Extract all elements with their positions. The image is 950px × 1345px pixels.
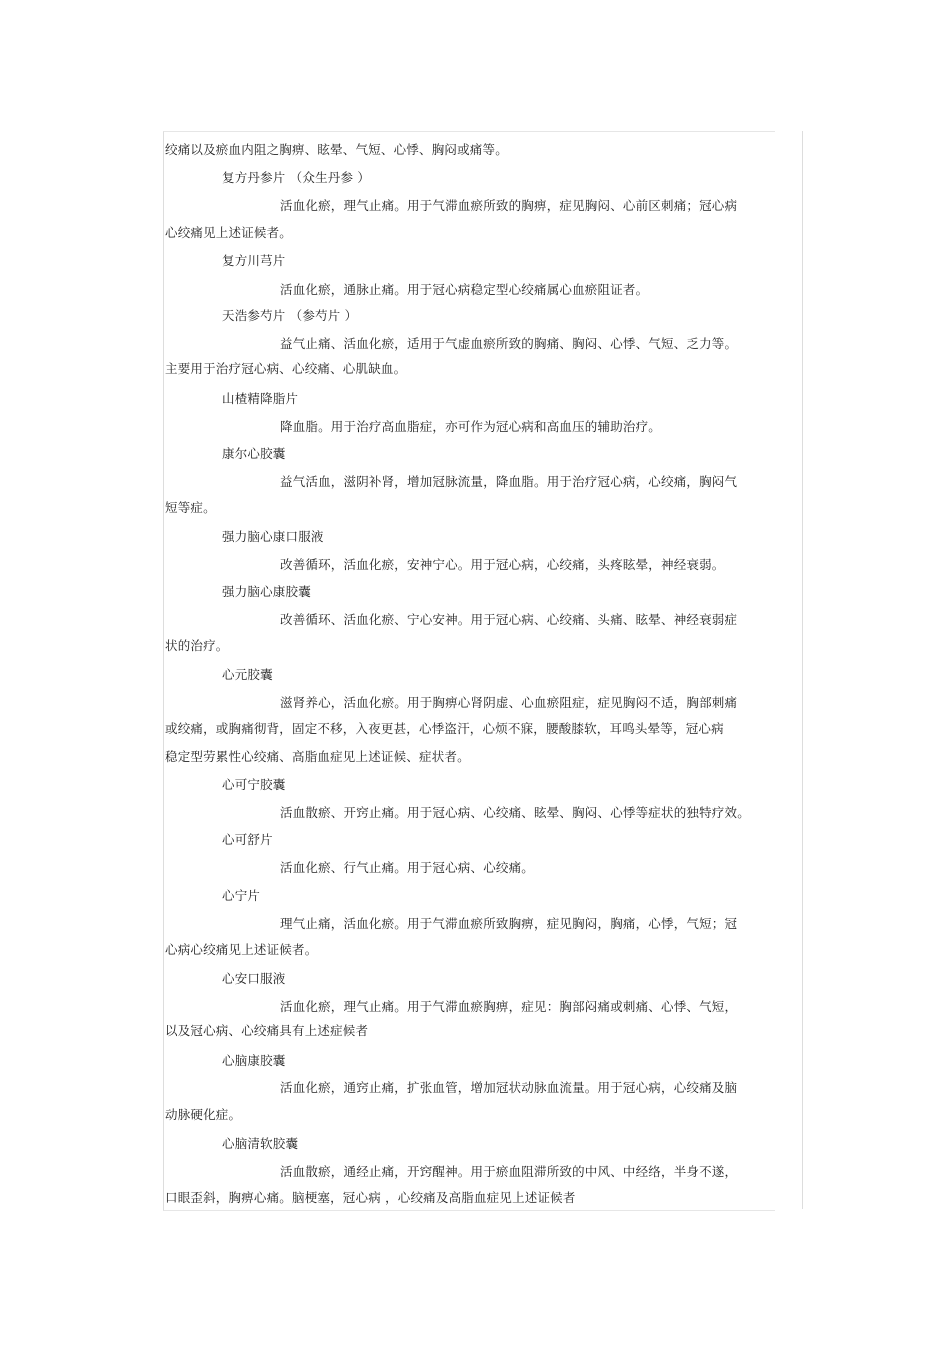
text-line: 状的治疗。 xyxy=(165,638,229,653)
text-line: 活血化瘀，理气止痛。用于气滞血瘀所致的胸痹，症见胸闷、心前区刺痛；冠心病 xyxy=(280,198,738,213)
text-line: 益气止痛、活血化瘀，适用于气虚血瘀所致的胸痛、胸闷、心悸、气短、乏力等。 xyxy=(280,336,738,351)
drug-title: 心可舒片 xyxy=(222,832,273,847)
text-line: 滋肾养心，活血化瘀。用于胸痹心肾阴虚、心血瘀阻症，症见胸闷不适，胸部刺痛 xyxy=(280,695,738,710)
drug-title: 复方丹参片 （众生丹参 ） xyxy=(222,170,371,185)
text-line: 活血化瘀、行气止痛。用于冠心病、心绞痛。 xyxy=(280,860,535,875)
drug-title: 康尔心胶囊 xyxy=(222,446,286,461)
drug-title: 心脑康胶囊 xyxy=(222,1053,286,1068)
text-line: 理气止痛，活血化瘀。用于气滞血瘀所致胸痹，症见胸闷，胸痛，心悸，气短；冠 xyxy=(280,916,738,931)
drug-title: 心脑清软胶囊 xyxy=(222,1136,299,1151)
text-line: 活血散瘀，通经止痛，开窍醒神。用于瘀血阻滞所致的中风、中经络，半身不遂， xyxy=(280,1164,738,1179)
drug-title: 天浩参芍片 （参芍片 ） xyxy=(222,308,358,323)
text-line: 益气活血，滋阴补肾，增加冠脉流量，降血脂。用于治疗冠心病，心绞痛，胸闷气 xyxy=(280,474,738,489)
text-line: 心病心绞痛见上述证候者。 xyxy=(165,942,318,957)
drug-title: 山楂精降脂片 xyxy=(222,391,299,406)
drug-title: 强力脑心康口服液 xyxy=(222,529,324,544)
drug-title: 复方川芎片 xyxy=(222,253,286,268)
text-line: 动脉硬化症。 xyxy=(165,1107,242,1122)
text-line: 稳定型劳累性心绞痛、高脂血症见上述证候、症状者。 xyxy=(165,749,470,764)
drug-title: 心宁片 xyxy=(222,888,261,903)
drug-title: 心可宁胶囊 xyxy=(222,777,286,792)
text-line: 改善循环、活血化瘀、宁心安神。用于冠心病、心绞痛、头痛、眩晕、神经衰弱症 xyxy=(280,612,738,627)
drug-title: 心安口服液 xyxy=(222,971,286,986)
text-line: 绞痛以及瘀血内阻之胸痹、眩晕、气短、心悸、胸闷或痛等。 xyxy=(165,142,508,157)
text-line: 主要用于治疗冠心病、心绞痛、心肌缺血。 xyxy=(165,361,407,376)
text-line: 以及冠心病、心绞痛具有上述症候者 xyxy=(165,1023,369,1038)
drug-title: 心元胶囊 xyxy=(222,667,273,682)
text-line: 活血化瘀，通窍止痛，扩张血管，增加冠状动脉血流量。用于冠心病，心绞痛及脑 xyxy=(280,1080,738,1095)
text-line: 降血脂。用于治疗高血脂症，亦可作为冠心病和高血压的辅助治疗。 xyxy=(280,419,662,434)
text-line: 或绞痛，或胸痛彻背，固定不移，入夜更甚，心悸盗汗，心烦不寐，腰酸膝软，耳鸣头晕等，冠心病 xyxy=(165,721,724,736)
text-line: 活血散瘀、开窍止痛。用于冠心病、心绞痛、眩晕、胸闷、心悸等症状的独特疗效。 xyxy=(280,805,750,820)
drug-title: 强力脑心康胶囊 xyxy=(222,584,311,599)
text-line: 改善循环，活血化瘀，安神宁心。用于冠心病，心绞痛，头疼眩晕，神经衰弱。 xyxy=(280,557,725,572)
page-divider xyxy=(802,131,803,1209)
text-line: 口眼歪斜，胸痹心痛。脑梗塞，冠心病 ，心绞痛及高脂血症见上述证候者 xyxy=(165,1190,576,1205)
text-line: 短等症。 xyxy=(165,500,216,515)
text-line: 活血化瘀，理气止痛。用于气滞血瘀胸痹，症见：胸部闷痛或刺痛、心悸、气短， xyxy=(280,999,738,1014)
text-line: 活血化瘀，通脉止痛。用于冠心病稳定型心绞痛属心血瘀阻证者。 xyxy=(280,282,649,297)
text-line: 心绞痛见上述证候者。 xyxy=(165,225,293,240)
